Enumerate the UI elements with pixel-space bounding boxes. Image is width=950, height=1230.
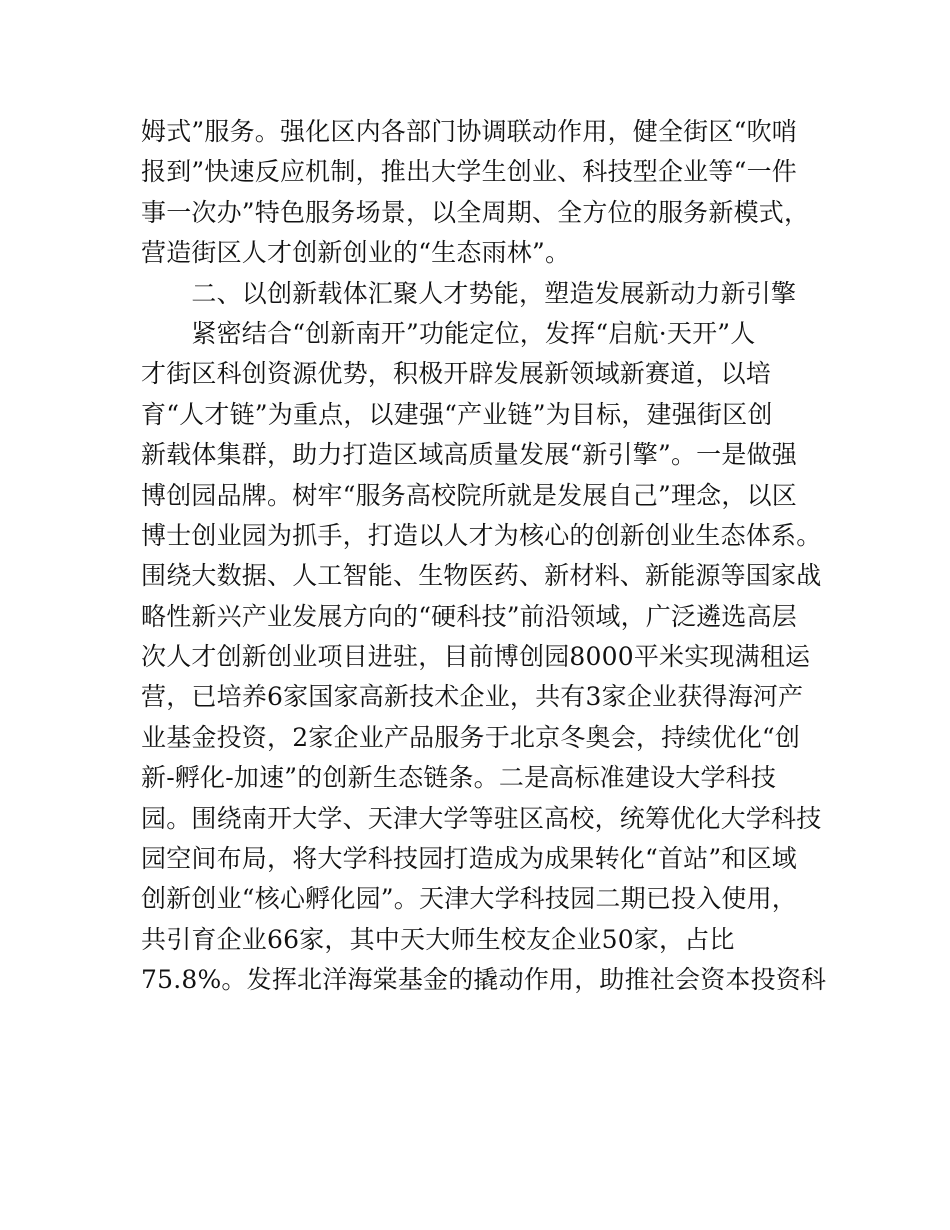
text-line: 新载体集群，助力打造区域高质量发展“新引擎”。一是做强 (141, 440, 797, 470)
section-heading: 二、以创新载体汇聚人才势能，塑造发展新动力新引擎 (141, 278, 797, 308)
text-line: 75.8%。发挥北洋海棠基金的撬动作用，助推社会资本投资科 (141, 965, 827, 995)
text-line: 才街区科创资源优势，积极开辟发展新领域新赛道，以培 (141, 359, 772, 389)
text-line: 事一次办”特色服务场景，以全周期、全方位的服务新模式， (141, 197, 810, 227)
text-line: 业基金投资，2家企业产品服务于北京冬奥会，持续优化“创 (141, 722, 801, 752)
text-line: 博创园品牌。树牢“服务高校院所就是发展自己”理念，以区 (141, 480, 797, 510)
text-line: 紧密结合“创新南开”功能定位，发挥“启航·天开”人 (141, 318, 756, 348)
text-line: 营，已培养6家国家高新技术企业，共有3家企业获得海河产 (141, 682, 804, 712)
text-line: 育“人才链”为重点，以建强“产业链”为目标，建强街区创 (141, 399, 773, 429)
text-line: 博士创业园为抓手，打造以人才为核心的创新创业生态体系。 (141, 520, 822, 550)
text-line: 营造街区人才创新创业的“生态雨林”。 (141, 238, 571, 268)
body-text (141, 112, 827, 1001)
text-line: 报到”快速反应机制，推出大学生创业、科技型企业等“一件 (141, 157, 797, 187)
text-line: 围绕大数据、人工智能、生物医药、新材料、新能源等国家战 (141, 561, 822, 591)
text-line: 新-孵化-加速”的创新生态链条。二是高标准建设大学科技 (141, 763, 777, 793)
text-line: 共引育企业66家，其中天大师生校友企业50家，占比 (141, 924, 735, 954)
text-line: 创新创业“核心孵化园”。天津大学科技园二期已投入使用， (141, 884, 797, 914)
text-line: 姆式”服务。强化区内各部门协调联动作用，健全街区“吹哨 (141, 117, 797, 146)
text-line: 园。围绕南开大学、天津大学等驻区高校，统筹优化大学科技 (141, 803, 822, 833)
text-line: 次人才创新创业项目进驻，目前博创园8000平米实现满租运 (141, 642, 811, 672)
text-line: 园空间布局，将大学科技园打造成为成果转化“首站”和区域 (141, 844, 797, 874)
text-line: 略性新兴产业发展方向的“硬科技”前沿领域，广泛遴选高层 (141, 601, 797, 631)
